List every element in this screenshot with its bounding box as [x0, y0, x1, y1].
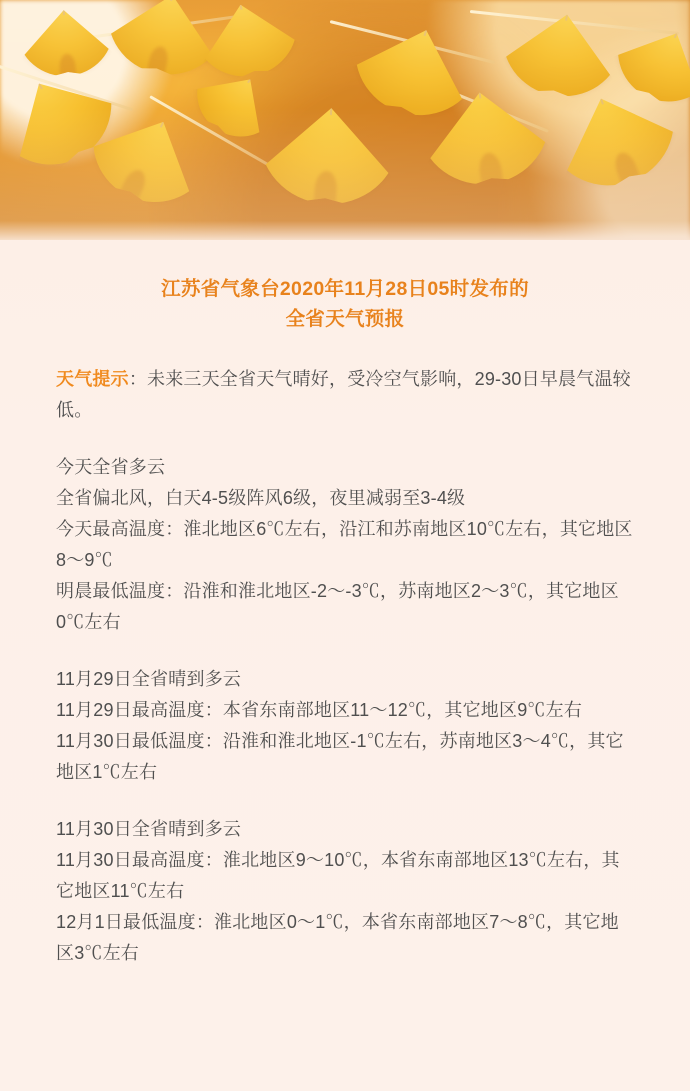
page-title	[56, 274, 634, 334]
forecast-nov30-block	[56, 814, 634, 969]
nov29-heading: 11月29日全省晴到多云	[56, 669, 242, 690]
title-line-1: 江苏省气象台2020年11月28日05时发布的	[161, 278, 529, 300]
weather-tip-paragraph	[56, 364, 634, 426]
hero-image-ginkgo-leaves	[0, 0, 690, 240]
dec1-low-temp-line: 12月1日最低温度：淮北地区0～1℃，本省东南部地区7～8℃，其它地区3℃左右	[56, 911, 619, 963]
title-line-2: 全省天气预报	[285, 308, 405, 331]
nov29-high-temp-line: 11月29日最高温度：本省东南部地区11～12℃，其它地区9℃左右	[56, 700, 583, 721]
today-heading: 今天全省多云	[56, 457, 166, 478]
nov30-heading: 11月30日全省晴到多云	[56, 818, 242, 839]
weather-tip-section	[56, 364, 634, 426]
today-wind-line: 全省偏北风，白天4-5级阵风6级，夜里减弱至3-4级	[56, 488, 466, 509]
weather-tip-text: ：未来三天全省天气晴好，受冷空气影响，29-30日早晨气温较低。	[56, 369, 631, 421]
weather-tip-label: 天气提示	[56, 369, 129, 390]
forecast-today-block	[56, 452, 634, 638]
nov30-high-temp-line: 11月30日最高温度：淮北地区9～10℃，本省东南部地区13℃左右，其它地区11℃左右	[56, 849, 620, 901]
today-high-temp-line: 今天最高温度：淮北地区6℃左右，沿江和苏南地区10℃左右，其它地区8～9℃	[56, 519, 633, 571]
today-low-temp-line: 明晨最低温度：沿淮和淮北地区-2～-3℃，苏南地区2～3℃，其它地区0℃左右	[56, 581, 619, 633]
forecast-nov29-block	[56, 664, 634, 788]
article-content	[0, 240, 690, 969]
nov30-low-temp-line: 11月30日最低温度：沿淮和淮北地区-1℃左右，苏南地区3～4℃，其它地区1℃左右	[56, 730, 624, 782]
